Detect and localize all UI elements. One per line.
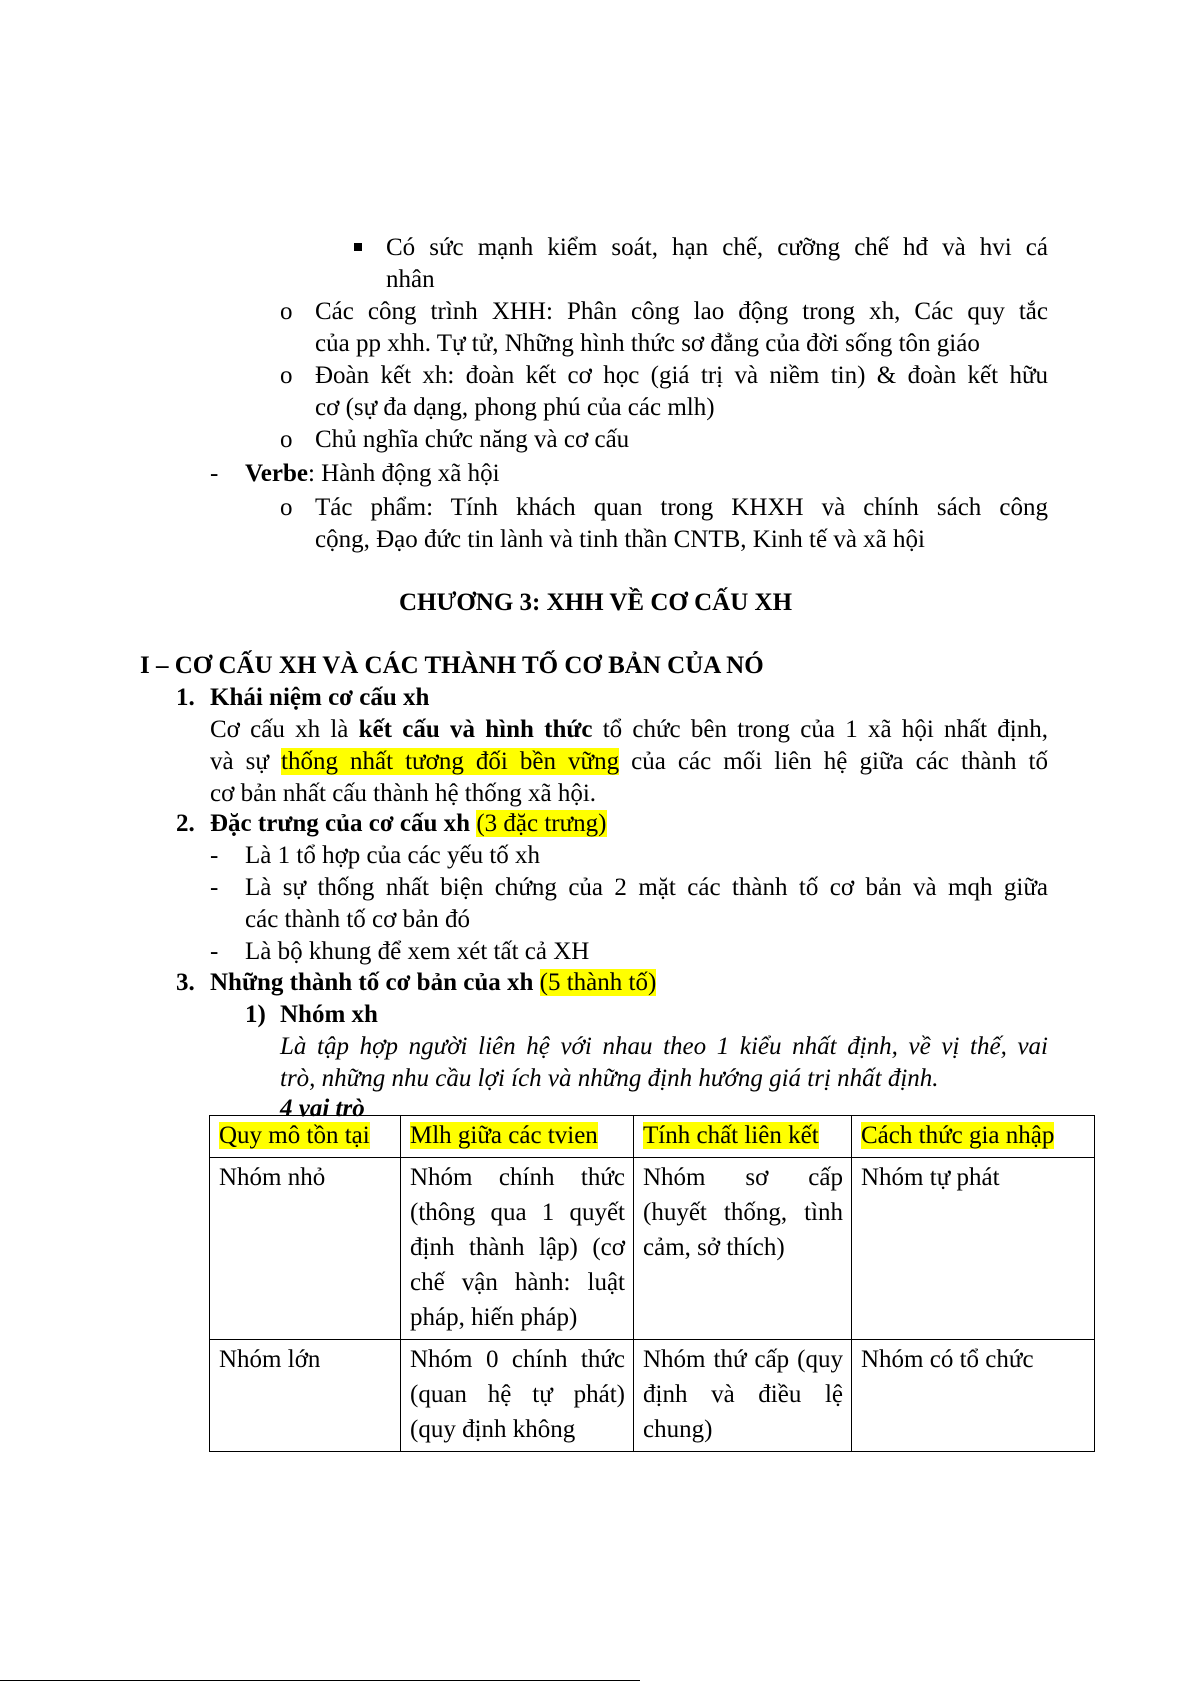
text-run: tổ chức bên trong của 1 xã hội nhất định, [592, 716, 1049, 743]
bullet-text-line: cộng, Đạo đức tin lành và tinh thần CNTB, Kinh tế và xã hội [315, 526, 925, 553]
square-bullet-icon [354, 243, 362, 251]
dash-bullet-icon: - [210, 938, 219, 965]
table-cell: Nhóm sơ cấp (huyết thống, tình cảm, sở thích) [634, 1158, 852, 1340]
table-header-row [210, 1116, 1095, 1158]
table-cell: Nhóm có tổ chức [852, 1340, 1095, 1452]
item-2-dash-text: Là bộ khung để xem xét tất cả XH [245, 938, 590, 965]
bullet-text-line: Đoàn kết xh: đoàn kết cơ học (giá trị và niềm tin) & đoàn kết hữu [315, 362, 1048, 389]
circle-bullet-icon: o [280, 362, 293, 389]
table-header-cell [852, 1116, 1095, 1158]
bullet-text-line: Có sức mạnh kiểm soát, hạn chế, cưỡng chế hđ và hvi cá [386, 234, 1048, 261]
item-1-line [210, 714, 1048, 746]
circle-bullet-icon: o [280, 494, 293, 521]
item-2-heading: Đặc trưng của cơ cấu xh [210, 810, 471, 837]
item-2-note: (3 đặc trưng) [476, 810, 607, 837]
header-text: Mlh giữa các tvien [410, 1122, 598, 1149]
item-2-dash-text: Là sự thống nhất biện chứng của 2 mặt các thành tố cơ bản và mqh giữa [245, 874, 1048, 901]
circle-bullet-icon: o [280, 426, 293, 453]
dash-bullet-icon: - [210, 460, 219, 487]
header-text: Cách thức gia nhập [861, 1122, 1055, 1149]
item-2-dash-text: các thành tố cơ bản đó [245, 906, 470, 933]
text-run: và sự [210, 748, 281, 775]
item-3-heading-line [210, 967, 656, 999]
table-header-cell [401, 1116, 634, 1158]
bold-run: kết cấu và hình thức [358, 716, 593, 743]
chapter-title: CHƯƠNG 3: XHH VỀ CƠ CẤU XH [398, 589, 793, 616]
table-header-cell [210, 1116, 401, 1158]
highlighted-run: thống nhất tương đối bền vững [281, 748, 620, 775]
bullet-text-line: nhân [386, 266, 435, 293]
table-cell: Nhóm lớn [210, 1340, 401, 1452]
dash-bullet-icon: - [210, 842, 219, 869]
dash-bullet-icon: - [210, 874, 219, 901]
section-title: I – CƠ CẤU XH VÀ CÁC THÀNH TỐ CƠ BẢN CỦA NÓ [140, 652, 764, 679]
verbe-label: Verbe [245, 460, 308, 487]
bullet-text-line: cơ (sự đa dạng, phong phú của các mlh) [315, 394, 715, 421]
header-text: Tính chất liên kết [643, 1122, 819, 1149]
item-3-note: (5 thành tố) [539, 969, 657, 996]
bullet-text-line: của pp xhh. Tự tử, Những hình thức sơ đẳng của đời sống tôn giáo [315, 330, 980, 357]
table-cell: Nhóm tự phát [852, 1158, 1095, 1340]
item-1-number: 1. [176, 684, 195, 711]
subitem-number: 1) [245, 1001, 266, 1028]
subitem-heading: Nhóm xh [280, 1001, 378, 1028]
item-1-line: cơ bản nhất cấu thành hệ thống xã hội. [210, 780, 597, 807]
item-1-heading: Khái niệm cơ cấu xh [210, 684, 430, 711]
page-bottom-rule [0, 1680, 640, 1681]
table-cell: Nhóm nhỏ [210, 1158, 401, 1340]
item-3-number: 3. [176, 969, 195, 996]
bullet-text-line: Tác phẩm: Tính khách quan trong KHXH và chính sách công [315, 494, 1048, 521]
table-row [210, 1158, 1095, 1340]
roles-label: 4 vai trò [280, 1095, 365, 1122]
item-1-line [210, 746, 1048, 778]
item-2-heading-line [210, 808, 607, 840]
table-row [210, 1340, 1095, 1452]
text-run: của các mối liên hệ giữa các thành tố [619, 748, 1048, 775]
item-3-heading: Những thành tố cơ bản của xh [210, 969, 534, 996]
text-run: Cơ cấu xh là [210, 716, 359, 743]
item-2-dash-text: Là 1 tổ hợp của các yếu tố xh [245, 842, 541, 869]
social-group-table [209, 1115, 1095, 1452]
table-cell: Nhóm chính thức (thông qua 1 quyết định thành lập) (cơ chế vận hành: luật pháp, hiến pháp) [401, 1158, 634, 1340]
bullet-text-line: Các công trình XHH: Phân công lao động trong xh, Các quy tắc [315, 298, 1048, 325]
definition-line: trò, những nhu cầu lợi ích và những định hướng giá trị nhất định. [280, 1065, 939, 1092]
verbe-text: : Hành động xã hội [307, 460, 500, 487]
circle-bullet-icon: o [280, 298, 293, 325]
table-cell: Nhóm 0 chính thức (quan hệ tự phát) (quy định không [401, 1340, 634, 1452]
bullet-text-line: Chủ nghĩa chức năng và cơ cấu [315, 426, 630, 453]
header-text: Quy mô tồn tại [219, 1122, 370, 1149]
table-cell: Nhóm thứ cấp (quy định và điều lệ chung) [634, 1340, 852, 1452]
definition-line: Là tập hợp người liên hệ với nhau theo 1 kiểu nhất định, về vị thế, vai [280, 1033, 1048, 1060]
item-2-number: 2. [176, 810, 195, 837]
table-header-cell [634, 1116, 852, 1158]
verbe-line [245, 458, 500, 490]
